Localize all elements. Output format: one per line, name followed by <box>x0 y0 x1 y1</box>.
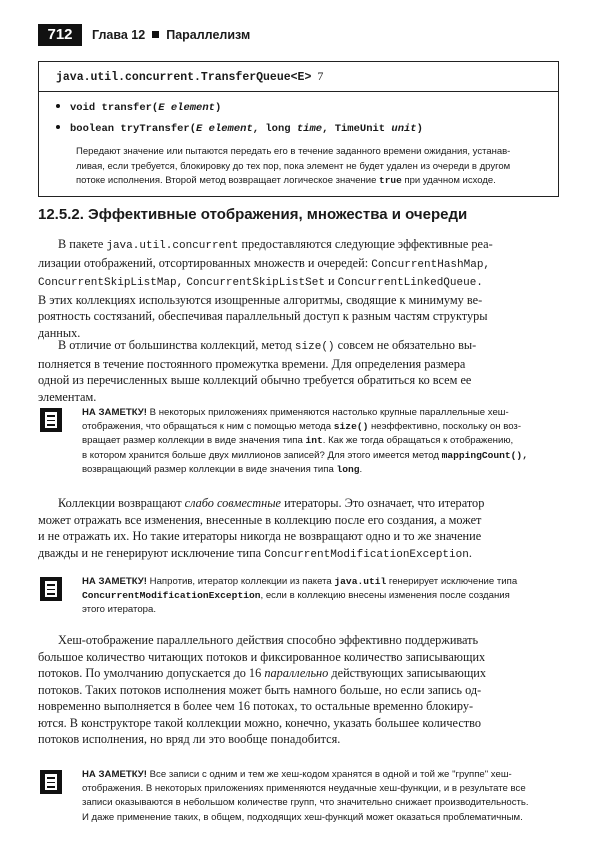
paragraph-intro: В пакете java.util.concurrent предоставляются следующие эффективные реа- лизации отображений, отсортированных множеств и очередей: ConcurrentHashMap, ConcurrentSkipListMap, ConcurrentSkipListSet и ConcurrentLinkedQueue. В этих коллекциях используются изощренные алгоритмы, сводящие к минимуму ве- роятность состязаний, обеспечивая параллельный доступ к разным частям структуры данных. <box>38 237 493 340</box>
note-text: НА ЗАМЕТКУ! Напротив, итератор коллекции из пакета java.util генерирует исключение типа ConcurrentModificationException, если в коллекцию внесены изменения после создания этого итератора. <box>82 576 518 616</box>
method-transfer: void transfer(E element) <box>56 102 221 114</box>
note-text: НА ЗАМЕТКУ! Все записи с одним и тем же хеш-кодом хранятся в одной и той же "группе" хеш- отображения. В некоторых приложениях применяются неудачные хеш-функции, и в результате все записи оказываются в небольшом количестве групп, что значительно снижает производительность. И даже применение таких, в общем, подходящих хеш-функций может оказаться проблематичным. <box>82 769 529 823</box>
method-description: Передают значение или пытаются передать его в течение заданного времени ожидания, устанав- ливая, если требуется, блокировку до тех пор, пока элемент не будет удален из очереди в другом потоке исполнения. Второй метод возвращает логическое значение true при удачном исходе. <box>76 146 511 186</box>
chapter-label: Глава 12 <box>92 28 146 42</box>
section-label: Параллелизм <box>166 28 251 42</box>
note-iterator-exception <box>38 575 559 621</box>
bullet-icon <box>56 125 60 129</box>
note-hash-groups <box>38 768 559 830</box>
api-signature: java.util.concurrent.TransferQueue<E> 7 <box>56 69 324 84</box>
running-header <box>38 24 558 46</box>
api-version: 7 <box>317 69 324 83</box>
note-icon <box>40 408 62 432</box>
api-box <box>38 61 559 197</box>
section-heading: 12.5.2. Эффективные отображения, множества и очереди <box>38 206 468 223</box>
note-mapping-count <box>38 406 559 482</box>
method-try-transfer: boolean tryTransfer(E element, long time, TimeUnit unit) <box>56 123 423 135</box>
note-icon <box>40 770 62 794</box>
paragraph-iterators: Коллекции возвращают слабо совместные итераторы. Это означает, что итератор может отражать все изменения, внесенные в коллекцию после его создания, а может и не отражать их. Но такие итераторы никогда не возвращают одно и то же значение дважды и не генерируют исключение типа ConcurrentModificationException. <box>38 496 485 561</box>
bullet-icon <box>56 104 60 108</box>
page-number: 712 <box>38 24 82 46</box>
note-icon <box>40 577 62 601</box>
note-text: НА ЗАМЕТКУ! В некоторых приложениях применяются настолько крупные параллельные хеш- отображения, что обращаться к ним с помощью метода size() неэффективно, поскольку он воз- вращает размер коллекции в виде значения типа int. Как же тогда обращаться к отображению, в котором хранится больше двух миллионов записей? Для этого имеется метод mappingCount(), возвращающий размер коллекции в виде значения типа long. <box>82 407 528 475</box>
chapter-title <box>92 24 250 46</box>
api-divider <box>39 91 558 92</box>
paragraph-size: В отличие от большинства коллекций, метод size() совсем не обязательно вы- полняется в течение постоянного промежутка времени. Для определения размера одной из перечисленных выше коллекций обычно требуется обратиться ко всем ее элементам. <box>38 338 477 404</box>
paragraph-hash-map: Хеш-отображение параллельного действия способно эффективно поддерживать большое количество читающих потоков и фиксированное количество записывающих потоков. По умолчанию допускается до 16 параллельно действующих записывающих потоков. Таких потоков исполнения может быть намного больше, но если запись од- новременно выполняется в более чем 16 потоках, то остальные временно блокиру- ются. В конструкторе такой коллекции можно, конечно, указать большее количество потоков исполнения, но вряд ли это вообще понадобится. <box>38 633 487 746</box>
square-bullet-icon <box>152 31 159 38</box>
